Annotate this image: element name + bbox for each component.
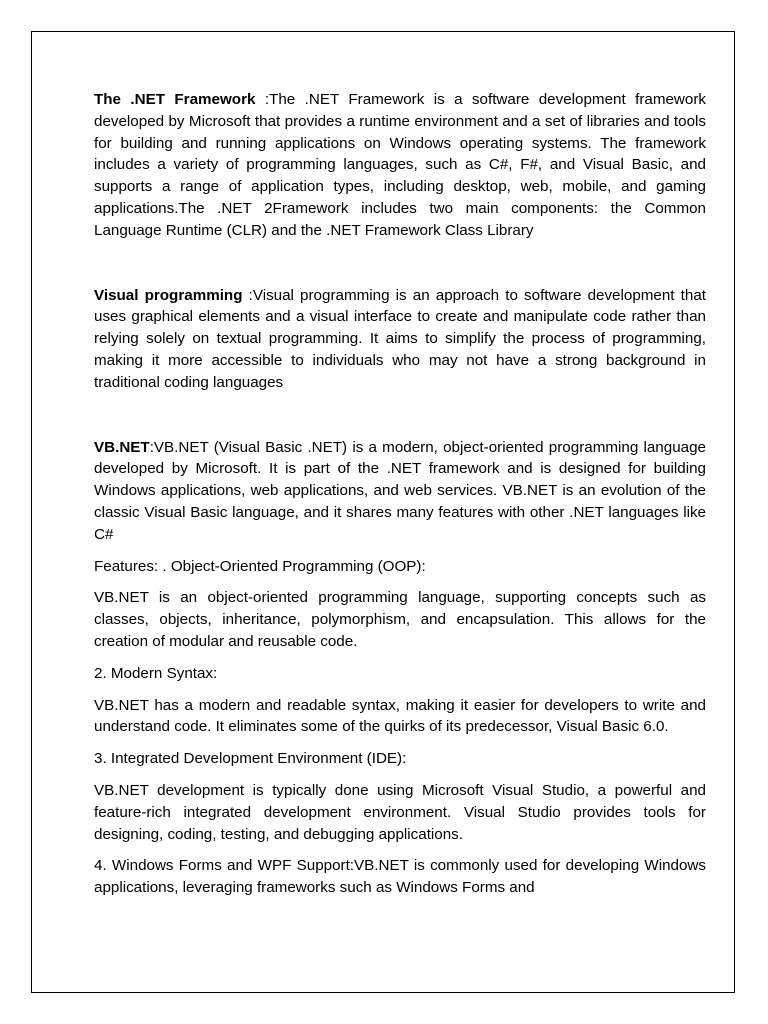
features-heading: Features: . Object-Oriented Programming (OOP): <box>94 557 426 575</box>
section-net-framework <box>94 89 706 242</box>
section-heading: VB.NET <box>94 438 150 456</box>
section-text: :The .NET Framework is a software development framework developed by Microsoft that provides a runtime environment and a set of libraries and tools for building and running applications on Windows operating systems. The framework includes a variety of programming languages, such as C#, F#, and Visual Basic, and supports a range of application types, including desktop, web, mobile, and gaming applications.The .NET 2Framework includes two main components: the Common Language Runtime (CLR) and the .NET Framework Class Library <box>94 91 706 239</box>
ide-heading: 3. Integrated Development Environment (IDE): <box>94 750 407 768</box>
oop-paragraph: VB.NET is an object-oriented programming language, supporting concepts such as classes, objects, inheritance, polymorphism, and encapsulation. This allows for the creation of modular and reusable code. <box>94 589 706 650</box>
document-body <box>94 89 706 899</box>
section-vbnet <box>94 437 706 546</box>
section-heading: The .NET Framework <box>94 91 256 108</box>
windows-forms-paragraph: 4. Windows Forms and WPF Support:VB.NET is commonly used for developing Windows applications, leveraging frameworks such as Windows Forms and <box>94 857 706 897</box>
document-page <box>31 31 735 993</box>
modern-syntax-paragraph: VB.NET has a modern and readable syntax, making it easier for developers to write and understand code. It eliminates some of the quirks of its predecessor, Visual Basic 6.0. <box>94 696 706 736</box>
modern-syntax-heading: 2. Modern Syntax: <box>94 664 218 682</box>
section-visual-programming <box>94 285 706 394</box>
section-heading: Visual programming <box>94 286 243 304</box>
section-text: :Visual programming is an approach to software development that uses graphical elements and a visual interface to create and manipulate code rather than relying solely on textual programming. It aims to simplify the process of programming, making it more accessible to individuals who may not have a strong background in traditional coding languages <box>94 286 706 391</box>
section-text: :VB.NET (Visual Basic .NET) is a modern, object-oriented programming language developed by Microsoft. It is part of the .NET framework and is designed for building Windows applications, web applications, and web services. VB.NET is an evolution of the classic Visual Basic language, and it shares many features with other .NET languages like C# <box>94 438 706 543</box>
ide-paragraph: VB.NET development is typically done using Microsoft Visual Studio, a powerful and feature-rich integrated development environment. Visual Studio provides tools for designing, coding, testing, and debugging applications. <box>94 781 706 843</box>
